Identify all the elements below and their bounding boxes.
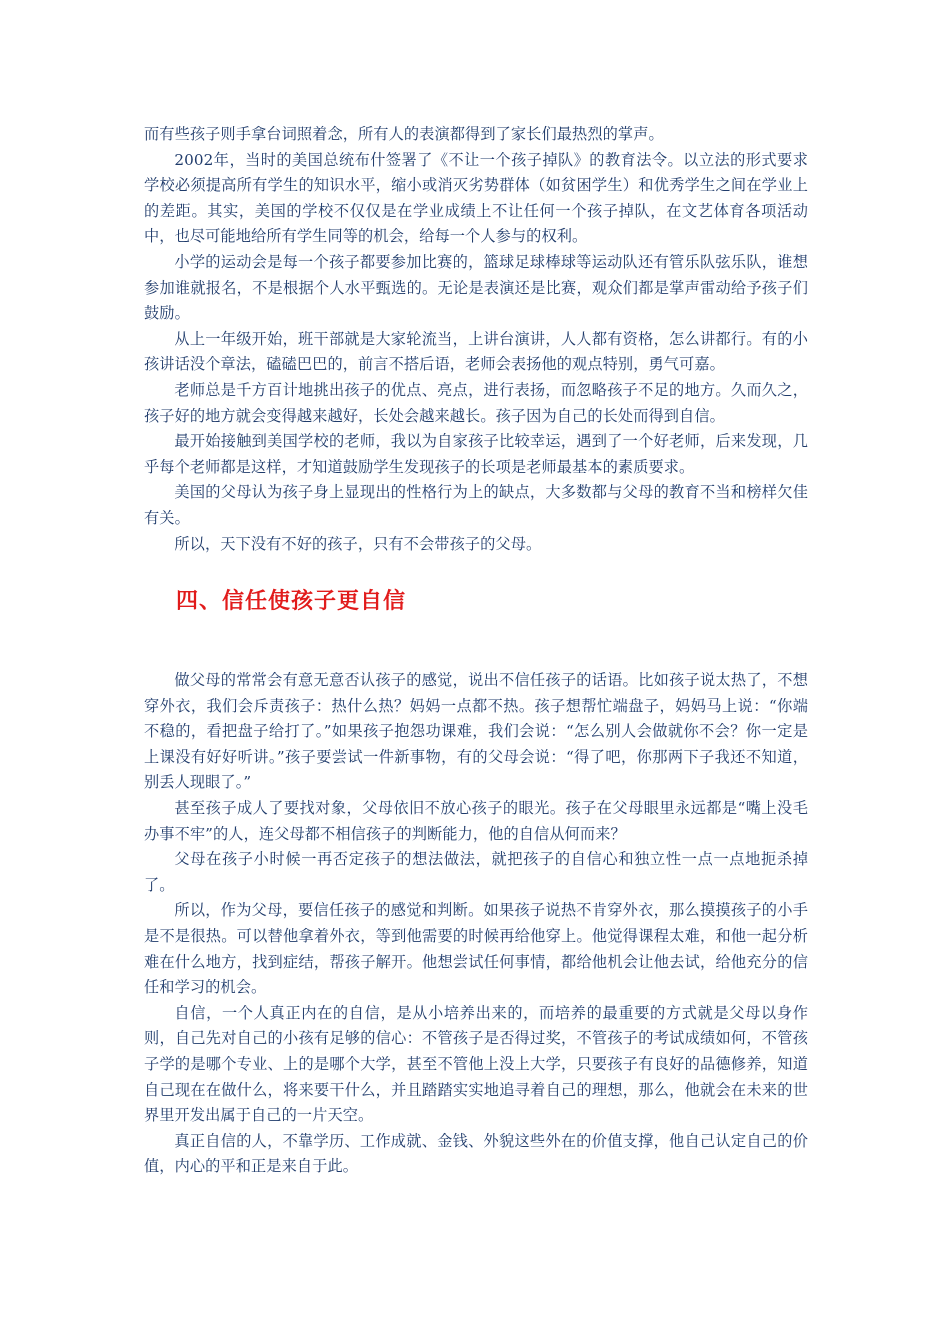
paragraph: 而有些孩子则手拿台词照着念，所有人的表演都得到了家长们最热烈的掌声。 [144, 125, 664, 143]
paragraph: 2002年，当时的美国总统布什签署了《不让一个孩子掉队》的教育法令。以立法的形式要求学校必须提高所有学生的知识水平，缩小或消灭劣势群体（如贫困学生）和优秀学生之间在学业上的差距。其实，美国的学校不仅仅是在学业成绩上不让任何一个孩子掉队，在文艺体育各项活动中，也尽可能地给所有学生同等的机会，给每一个人参与的权利。 [144, 150, 808, 246]
section-continued-text [144, 122, 808, 557]
paragraph: 甚至孩子成人了要找对象，父母依旧不放心孩子的眼光。孩子在父母眼里永远都是“嘴上没毛办事不牢”的人，连父母都不相信孩子的判断能力，他的自信从何而来？ [144, 798, 808, 843]
paragraph: 从上一年级开始，班干部就是大家轮流当，上讲台演讲，人人都有资格，怎么讲都行。有的小孩讲话没个章法，磕磕巴巴的，前言不搭后语，老师会表扬他的观点特别，勇气可嘉。 [144, 329, 808, 374]
paragraph: 老师总是千方百计地挑出孩子的优点、亮点，进行表扬，而忽略孩子不足的地方。久而久之，孩子好的地方就会变得越来越好，长处会越来越长。孩子因为自己的长处而得到自信。 [144, 380, 808, 425]
section-heading: 四、信任使孩子更自信 [176, 589, 407, 614]
paragraph: 父母在孩子小时候一再否定孩子的想法做法，就把孩子的自信心和独立性一点一点地扼杀掉了。 [144, 850, 808, 894]
paragraph: 小学的运动会是每一个孩子都要参加比赛的，篮球足球棒球等运动队还有管乐队弦乐队，谁想参加谁就报名，不是根据个人水平甄选的。无论是表演还是比赛，观众们都是掌声雷动给予孩子们鼓励。 [144, 252, 808, 323]
paragraph: 所以，作为父母，要信任孩子的感觉和判断。如果孩子说热不肯穿外衣，那么摸摸孩子的小手是不是很热。可以替他拿着外衣，等到他需要的时候再给他穿上。他觉得课程太难，和他一起分析难在什么地方，找到症结，帮孩子解开。他想尝试任何事情，都给他机会让他去试，给他充分的信任和学习的机会。 [144, 901, 808, 997]
paragraph: 美国的父母认为孩子身上显现出的性格行为上的缺点，大多数都与父母的教育不当和榜样欠佳有关。 [144, 483, 808, 527]
paragraph: 真正自信的人，不靠学历、工作成就、金钱、外貌这些外在的价值支撑，他自己认定自己的价值，内心的平和正是来自于此。 [144, 1131, 808, 1176]
paragraph: 自信，一个人真正内在的自信，是从小培养出来的，而培养的最重要的方式就是父母以身作则，自己先对自己的小孩有足够的信心：不管孩子是否得过奖，不管孩子的考试成绩如何，不管孩子学的是哪个专业、上的是哪个大学，甚至不管他上没上大学，只要孩子有良好的品德修养，知道自己现在在做什么，将来要干什么，并且踏踏实实地追寻着自己的理想，那么，他就会在未来的世界里开发出属于自己的一片天空。 [144, 1003, 808, 1125]
paragraph: 做父母的常常会有意无意否认孩子的感觉，说出不信任孩子的话语。比如孩子说太热了，不想穿外衣，我们会斥责孩子：热什么热？妈妈一点都不热。孩子想帮忙端盘子，妈妈马上说：“你端不稳的，看把盘子给打了。”如果孩子抱怨功课难，我们会说：“怎么别人会做就你不会？你一定是上课没有好好听讲。”孩子要尝试一件新事物，有的父母会说：“得了吧，你那两下子我还不知道，别丢人现眼了。” [144, 671, 808, 792]
paragraph: 最开始接触到美国学校的老师，我以为自家孩子比较幸运，遇到了一个好老师，后来发现，几乎每个老师都是这样，才知道鼓励学生发现孩子的长项是老师最基本的素质要求。 [144, 432, 808, 476]
paragraph: 所以，天下没有不好的孩子，只有不会带孩子的父母。 [174, 534, 542, 553]
section-trust-text [144, 668, 808, 1180]
